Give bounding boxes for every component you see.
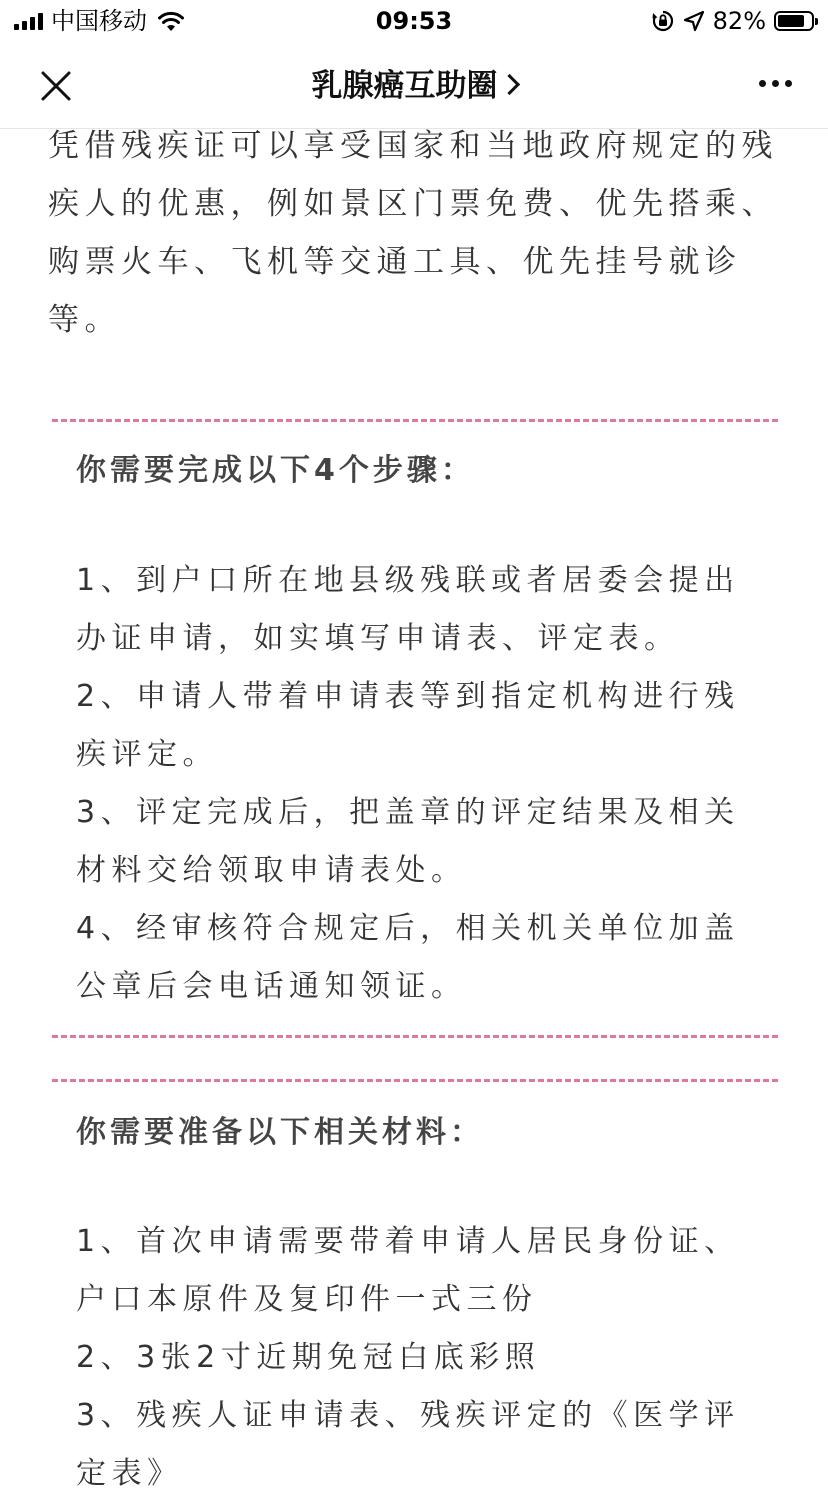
status-time: 09:53 bbox=[375, 7, 453, 35]
materials-heading: 你需要准备以下相关材料： bbox=[76, 1115, 484, 1150]
list-item: 3、评定完成后，把盖章的评定结果及相关材料交给领取申请表处。 bbox=[76, 795, 740, 888]
section-divider bbox=[52, 1079, 778, 1082]
intro-paragraph: 凭借残疾证可以享受国家和当地政府规定的残疾人的优惠，例如景区门票免费、优先搭乘、购票火车、飞机等交通工具、优先挂号就诊等。 bbox=[48, 128, 778, 338]
more-button[interactable] bbox=[759, 80, 792, 87]
list-item: 1、首次申请需要带着申请人居民身份证、户口本原件及复印件一式三份 bbox=[76, 1224, 740, 1317]
list-item: 1、到户口所在地县级残联或者居委会提出办证申请，如实填写申请表、评定表。 bbox=[76, 563, 740, 656]
battery-percent: 82% bbox=[712, 7, 766, 35]
status-bar bbox=[0, 0, 828, 42]
battery-fill bbox=[778, 15, 804, 27]
steps-list bbox=[76, 552, 766, 1016]
section-divider bbox=[52, 419, 778, 422]
list-item: 4、经审核符合规定后，相关机关单位加盖公章后会电话通知领证。 bbox=[76, 911, 740, 1004]
more-icon bbox=[759, 80, 766, 87]
steps-heading: 你需要完成以下4个步骤： bbox=[76, 453, 475, 488]
location-arrow-icon bbox=[683, 10, 705, 32]
nav-bar bbox=[0, 42, 828, 129]
nav-title-button[interactable] bbox=[0, 64, 828, 108]
status-right bbox=[651, 6, 814, 36]
article-content[interactable] bbox=[0, 128, 828, 1491]
battery-icon bbox=[774, 11, 814, 31]
orientation-lock-icon bbox=[651, 9, 675, 33]
carrier-name: 中国移动 bbox=[51, 7, 147, 35]
section-divider bbox=[52, 1035, 778, 1038]
list-item: 2、申请人带着申请表等到指定机构进行残疾评定。 bbox=[76, 679, 740, 772]
page-title: 乳腺癌互助圈 bbox=[311, 68, 498, 104]
list-item: 2、3张2寸近期免冠白底彩照 bbox=[76, 1340, 541, 1375]
materials-list bbox=[76, 1213, 766, 1503]
chevron-right-icon bbox=[498, 74, 519, 95]
list-item: 3、残疾人证申请表、残疾评定的《医学评定表》 bbox=[76, 1398, 740, 1491]
